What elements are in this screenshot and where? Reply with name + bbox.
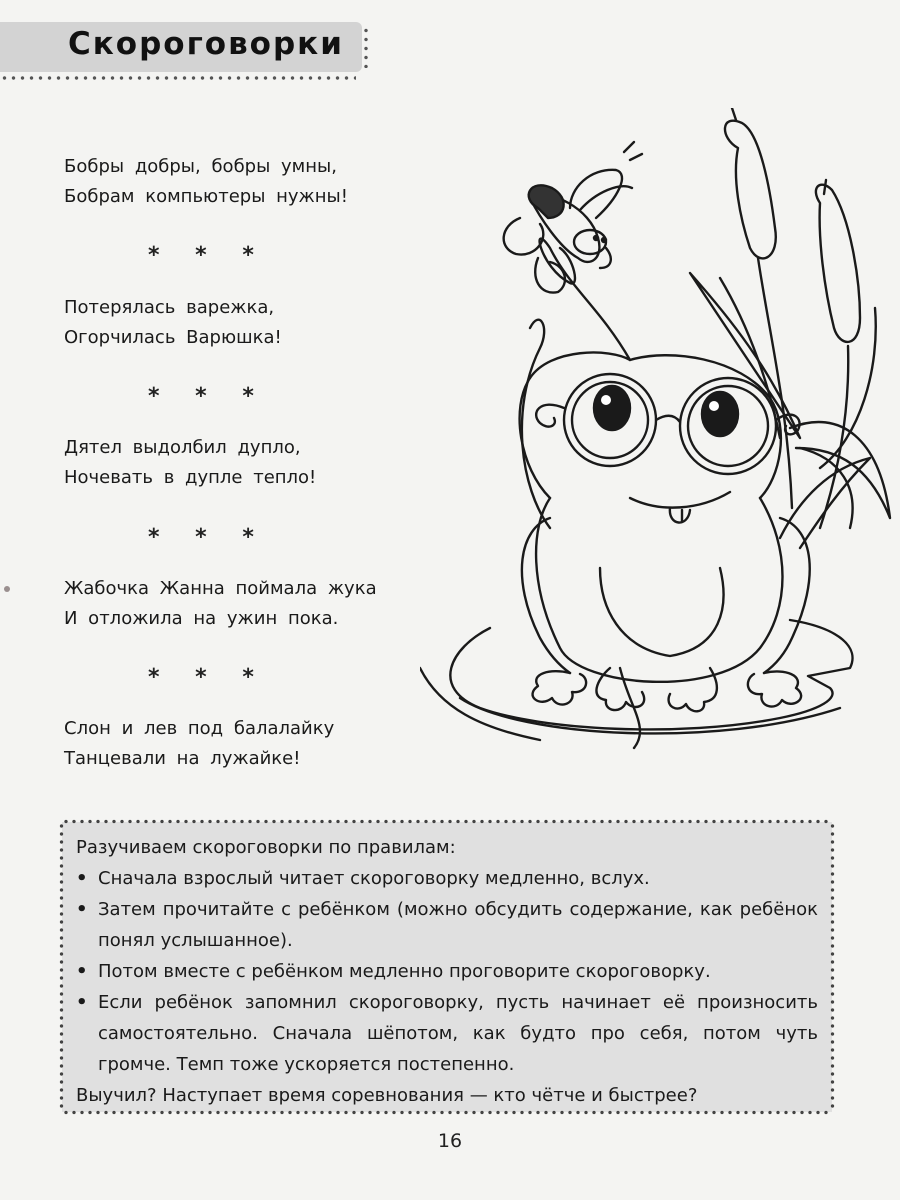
verse-line: Бобрам компьютеры нужны! xyxy=(64,186,348,207)
bullet-icon: • xyxy=(76,899,88,920)
verse-line: Танцевали на лужайке! xyxy=(64,748,301,769)
frog-with-glasses-and-dragonfly-icon xyxy=(420,108,896,768)
rules-item-text: Сначала взрослый читает скороговорку медленно, вслух. xyxy=(98,868,650,889)
verse-line: И отложила на ужин пока. xyxy=(64,608,339,629)
verse-separator: * * * xyxy=(148,243,268,268)
verse-separator: * * * xyxy=(148,384,268,409)
dotted-border-right xyxy=(830,822,835,1112)
rules-item-text: Потом вместе с ребёнком медленно проговорите скороговорку. xyxy=(98,961,711,982)
bullet-icon: • xyxy=(76,868,88,889)
bullet-icon: • xyxy=(76,961,88,982)
verse-line: Дятел выдолбил дупло, xyxy=(64,437,301,458)
page-number: 16 xyxy=(437,1130,463,1152)
verse-separator: * * * xyxy=(148,665,268,690)
verse-5 xyxy=(64,714,334,774)
margin-dot xyxy=(4,586,10,592)
verse-4 xyxy=(64,574,377,634)
rules-closing: Выучил? Наступает время соревнования — кто чётче и быстрее? xyxy=(76,1085,698,1106)
rules-list-item xyxy=(76,894,818,956)
rules-list-item xyxy=(76,863,818,894)
rules-item-text: Если ребёнок запомнил скороговорку, пусть начинает её произносить самостоятельно. Сначала шёпотом, как будто про себя, потом чуть громче. Темп тоже ускоряется постепенно. xyxy=(98,992,818,1075)
verse-line: Слон и лев под балалайку xyxy=(64,718,335,739)
verse-line: Бобры добры, бобры умны, xyxy=(64,156,337,177)
verse-line: Огорчилась Варюшка! xyxy=(64,327,282,348)
rules-box xyxy=(62,822,832,1112)
verse-3 xyxy=(64,433,316,493)
bullet-icon: • xyxy=(76,992,88,1013)
verse-separator: * * * xyxy=(148,525,268,550)
dotted-border-top xyxy=(62,819,832,824)
dotted-border-left xyxy=(59,822,64,1112)
rules-intro: Разучиваем скороговорки по правилам: xyxy=(76,837,456,858)
verse-line: Потерялась варежка, xyxy=(64,297,275,318)
verse-1 xyxy=(64,152,348,212)
rules-content xyxy=(76,832,818,1111)
verse-line: Жабочка Жанна поймала жука xyxy=(64,578,377,599)
verse-line: Ночевать в дупле тепло! xyxy=(64,467,317,488)
page-title: Скороговорки xyxy=(68,26,344,62)
rules-list-item xyxy=(76,956,818,987)
rules-list-item xyxy=(76,987,818,1080)
rules-item-text: Затем прочитайте с ребёнком (можно обсудить содержание, как ребёнок понял услышанное). xyxy=(98,899,818,951)
verse-2 xyxy=(64,293,282,353)
